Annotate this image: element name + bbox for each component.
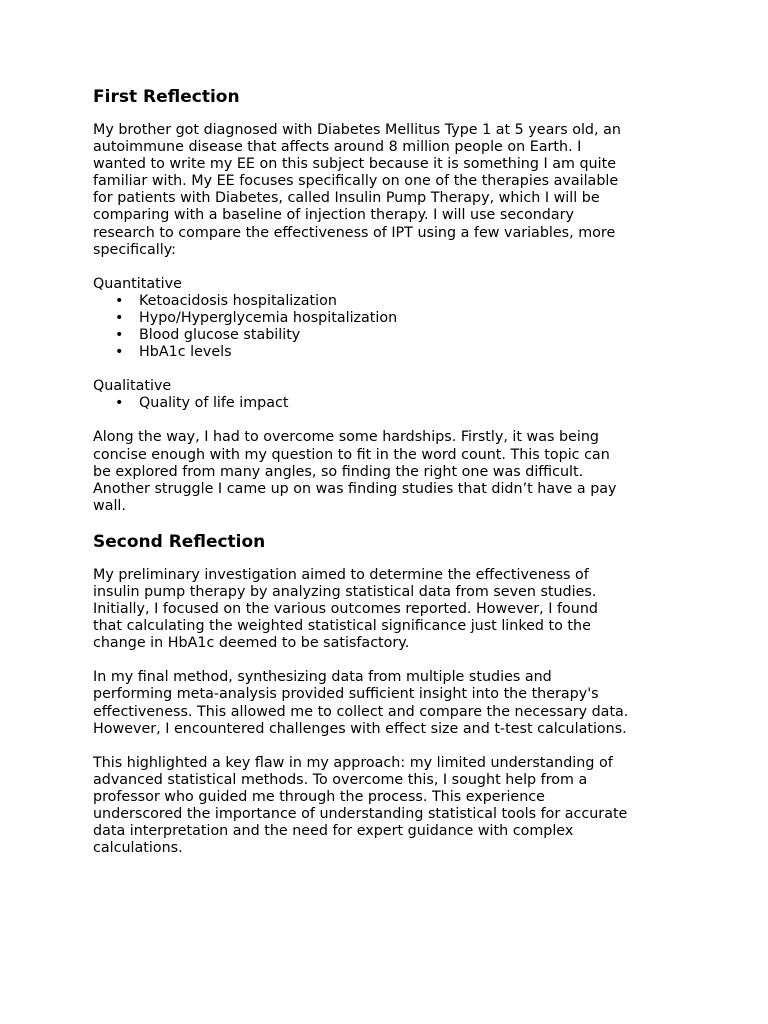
text-line: wall. — [93, 497, 126, 514]
text-line: performing meta-analysis provided sufficient insight into the therapy's — [93, 686, 599, 703]
bullet-icon: • — [115, 344, 124, 361]
text-line: data interpretation and the need for expert guidance with complex — [93, 823, 574, 840]
text-line: concise enough with my question to fit in the word count. This topic can — [93, 446, 610, 463]
text-line: professor who guided me through the process. This experience — [93, 788, 545, 805]
second-reflection-heading: Second Reflection — [93, 531, 266, 552]
list-item: • HbA1c levels — [115, 344, 232, 361]
text-line: familiar with. My EE focuses specifically on one of the therapies available — [93, 173, 619, 190]
text-line: My brother got diagnosed with Diabetes Mellitus Type 1 at 5 years old, an — [93, 122, 621, 138]
text-line: calculations. — [93, 840, 183, 857]
text-line: insulin pump therapy by analyzing statistical data from seven studies. — [93, 583, 597, 600]
first-reflection-heading: First Reflection — [93, 87, 240, 107]
second-reflection-paragraph-2 — [93, 669, 693, 737]
text-line: However, I encountered challenges with effect size and t-test calculations. — [93, 720, 627, 737]
text-line: effectiveness. This allowed me to collect and compare the necessary data. — [93, 703, 629, 720]
text-line: change in HbA1c deemed to be satisfactory. — [93, 635, 410, 652]
list-item: • Hypo/Hyperglycemia hospitalization — [115, 309, 398, 326]
text-line: Another struggle I came up on was finding studies that didn’t have a pay — [93, 480, 617, 497]
list-item: • Ketoacidosis hospitalization — [115, 292, 337, 309]
second-reflection-paragraph-3 — [93, 755, 693, 858]
text-line: comparing with a baseline of injection therapy. I will use secondary — [93, 207, 574, 224]
text-line: Along the way, I had to overcome some hardships. Firstly, it was being — [93, 429, 599, 446]
text-line: that calculating the weighted statistical significance just linked to the — [93, 618, 591, 635]
text-line: My preliminary investigation aimed to determine the effectiveness of — [93, 566, 589, 583]
bullet-icon: • — [115, 309, 124, 326]
text-line: wanted to write my EE on this subject because it is something I am quite — [93, 156, 616, 173]
text-line: underscored the importance of understanding statistical tools for accurate — [93, 806, 628, 822]
bullet-icon: • — [115, 292, 124, 309]
document-page — [93, 86, 693, 857]
text-line: for patients with Diabetes, called Insulin Pump Therapy, which I will be — [93, 190, 600, 207]
text-line: specifically: — [93, 241, 176, 258]
second-reflection-paragraph-1 — [93, 567, 693, 652]
quantitative-list — [93, 293, 693, 361]
quantitative-label: Quantitative — [93, 275, 182, 292]
bullet-icon: • — [115, 395, 124, 412]
qualitative-label: Qualitative — [93, 378, 172, 395]
text-line: autoimmune disease that affects around 8 million people on Earth. I — [93, 139, 582, 156]
text-line: be explored from many angles, so finding the right one was difficult. — [93, 463, 584, 480]
text-line: advanced statistical methods. To overcome this, I sought help from a — [93, 771, 588, 788]
text-line: Initially, I focused on the various outcomes reported. However, I found — [93, 601, 598, 618]
list-item: • Quality of life impact — [115, 395, 289, 412]
first-reflection-intro — [93, 122, 693, 259]
qualitative-list — [93, 395, 693, 412]
text-line: In my final method, synthesizing data from multiple studies and — [93, 669, 552, 686]
text-line: research to compare the effectiveness of IPT using a few variables, more — [93, 224, 616, 241]
hardships-paragraph — [93, 429, 693, 514]
text-line: This highlighted a key flaw in my approach: my limited understanding of — [93, 754, 613, 771]
list-item: • Blood glucose stability — [115, 327, 301, 344]
bullet-icon: • — [115, 327, 124, 344]
